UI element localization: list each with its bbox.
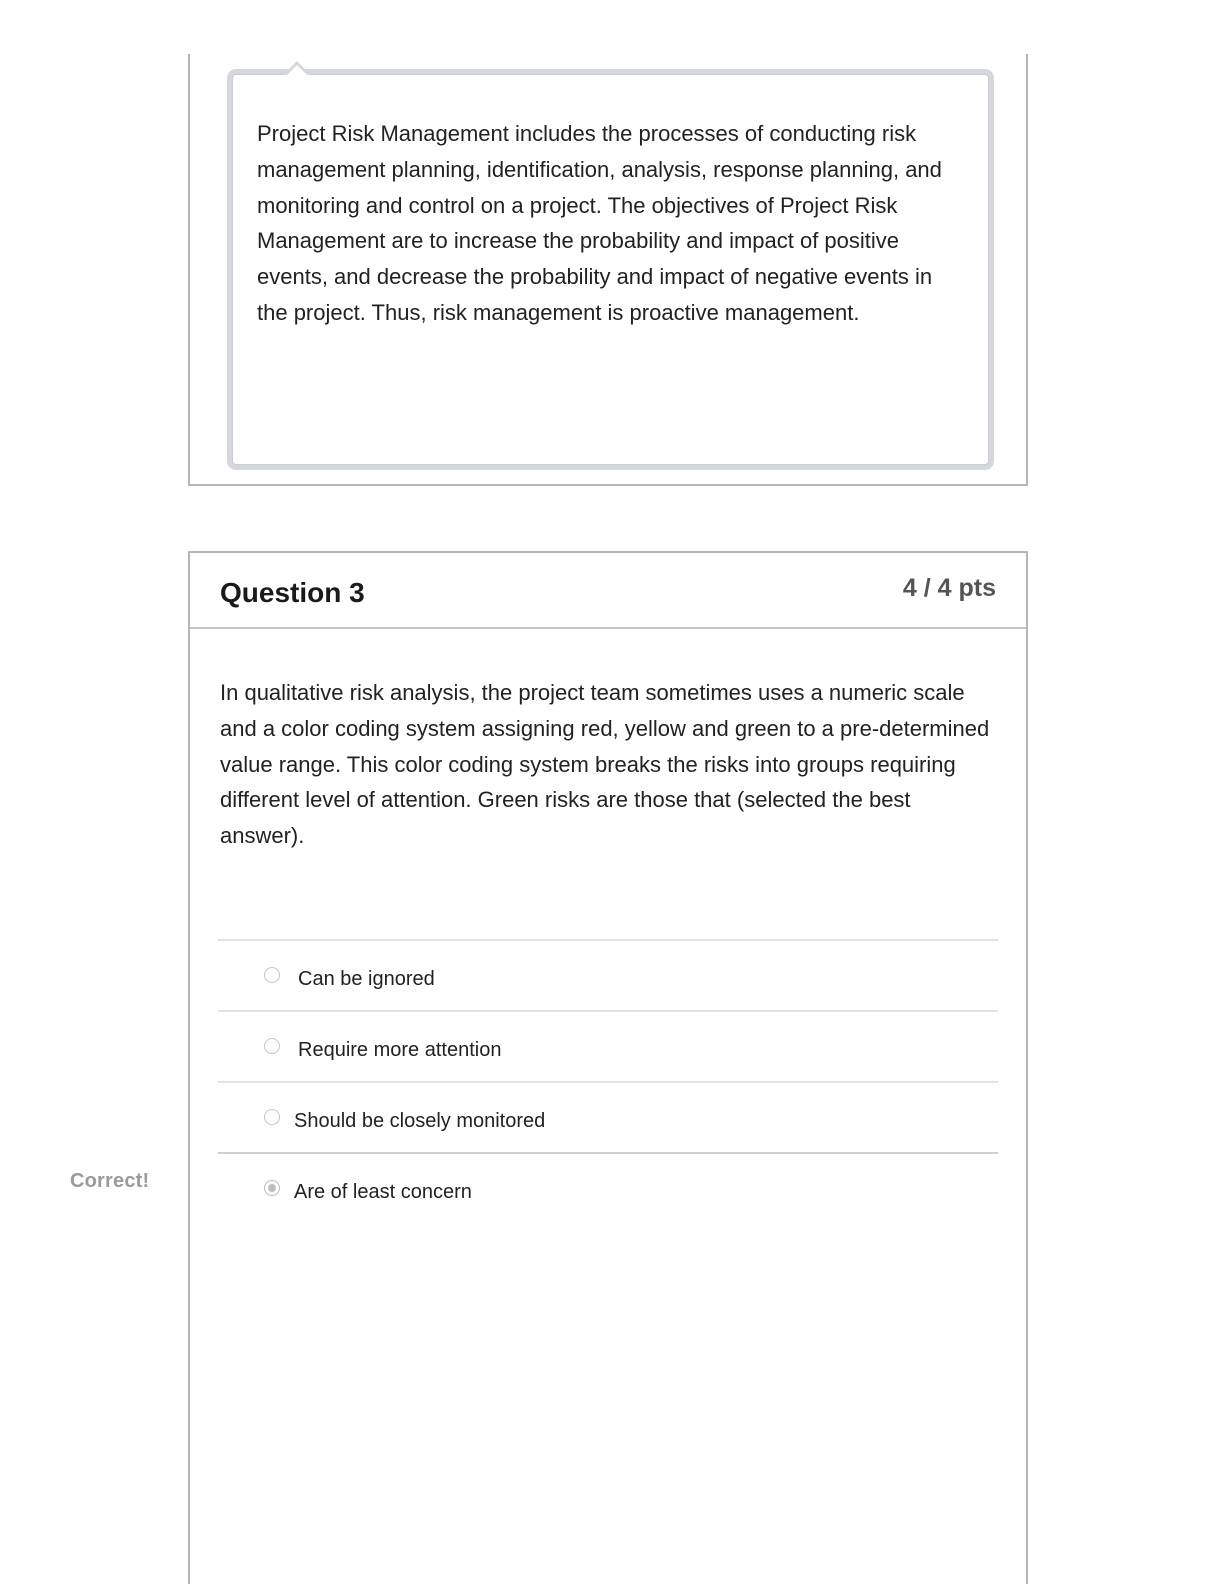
answer-list — [218, 939, 998, 1223]
question-card — [188, 551, 1028, 1584]
question-text: In qualitative risk analysis, the project team sometimes uses a numeric scale and a color coding system assigning red, yellow and green to a pre-determined value range. This color coding system breaks the risks into groups requiring different level of attention. Green risks are those that (selected the best answer). — [220, 680, 990, 849]
radio-button[interactable] — [264, 1038, 280, 1054]
radio-button[interactable] — [264, 1109, 280, 1125]
comment-pointer — [283, 61, 311, 75]
answer-option-selected[interactable] — [218, 1152, 998, 1223]
question-header — [190, 553, 1026, 629]
radio-button-selected[interactable] — [264, 1180, 280, 1196]
answer-label: Can be ignored — [298, 968, 435, 990]
answer-label: Require more attention — [298, 1039, 502, 1061]
answer-label: Should be closely monitored — [294, 1110, 546, 1132]
question-points: 4 / 4 pts — [902, 574, 996, 602]
answer-option[interactable] — [218, 1010, 998, 1081]
question-title: Question 3 — [220, 577, 365, 608]
answer-option[interactable] — [218, 1081, 998, 1152]
previous-question-card — [188, 54, 1028, 486]
correct-answer-flag: Correct! — [70, 1170, 150, 1192]
radio-button[interactable] — [264, 967, 280, 983]
answer-option[interactable] — [218, 939, 998, 1010]
answer-label: Are of least concern — [294, 1181, 472, 1203]
answer-comment-box — [232, 74, 989, 465]
answer-comment-text: Project Risk Management includes the processes of conducting risk management planning, identification, analysis, response planning, and monitoring and control on a project. The objectives of Project Risk Management are to increase the probability and impact of positive events, and decrease the probability and impact of negative events in the project. Thus, risk management is proactive management. — [257, 121, 942, 325]
